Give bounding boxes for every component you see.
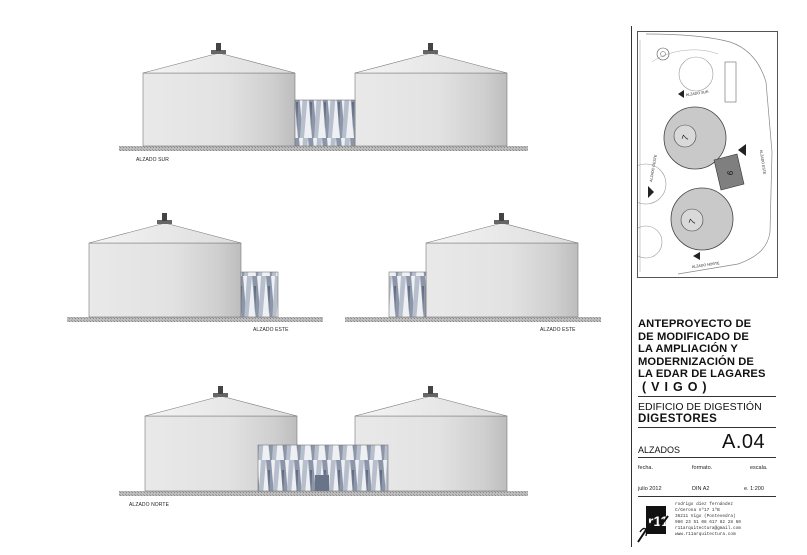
digester-tank <box>143 43 295 146</box>
building-number: 6 <box>725 170 736 176</box>
elevation-east-left <box>67 213 323 322</box>
sheet-title: ALZADOS <box>638 445 681 455</box>
divider <box>638 496 776 497</box>
project-city: (VIGO) <box>642 379 712 394</box>
divider <box>638 457 776 458</box>
divider <box>638 396 776 397</box>
title-block <box>631 26 782 547</box>
ground-line <box>119 491 528 496</box>
elevation-south <box>119 43 528 151</box>
digester-tank <box>89 213 241 317</box>
subject-line: EDIFICIO DE DIGESTIÓN <box>638 401 762 413</box>
escala-label: escala. <box>750 465 768 471</box>
divider <box>638 427 776 428</box>
elevation-east-right <box>345 213 601 322</box>
formato-label: formato. <box>692 465 713 471</box>
digestion-building <box>241 272 278 317</box>
digester-tank <box>426 213 578 317</box>
fecha-label: fecha. <box>638 465 653 471</box>
project-title <box>638 318 778 394</box>
elevation-label-north: ALZADO NORTE <box>129 502 170 508</box>
ground-line <box>119 146 528 151</box>
site-label-west: ALZADO OESTE <box>649 154 658 183</box>
digestion-building <box>295 100 355 146</box>
elevation-label-east-left: ALZADO ESTE <box>253 327 289 333</box>
ground-line <box>345 317 601 322</box>
site-label-north: ALZADO NORTE <box>691 261 720 269</box>
studio-logo <box>636 502 670 544</box>
address-line: 36211 Vigo (Pontevedra) <box>675 514 736 519</box>
project-line: DE MODIFICADO DE <box>638 330 749 343</box>
elevation-label-east-right: ALZADO ESTE <box>540 327 576 333</box>
site-label-south: ALZADO SUR <box>685 89 709 97</box>
address-line: C/Gerona nº17 1ºB <box>675 508 720 513</box>
site-label-east: ALZADO ESTE <box>759 149 767 175</box>
elevation-label-south: ALZADO SUR <box>136 157 169 163</box>
address-line: rodrigo díez fernández <box>675 502 733 507</box>
tank-number: 7 <box>679 133 691 142</box>
address-line: 986 23 51 08 617 82 28 60 <box>675 520 741 525</box>
formato-value: DIN A2 <box>692 486 710 492</box>
building-door <box>315 475 329 491</box>
ground-line <box>67 317 323 322</box>
elevation-north <box>119 386 528 496</box>
drawing-subject <box>638 402 778 425</box>
subject-line: DIGESTORES <box>638 412 718 425</box>
site-plan <box>637 31 778 278</box>
tank-number: 7 <box>686 217 698 226</box>
svg-text:r11: r11 <box>648 513 669 529</box>
escala-value: e. 1:200 <box>744 486 764 492</box>
project-line: MODERNIZACIÓN DE <box>638 355 754 368</box>
project-line: ANTEPROYECTO DE <box>638 318 752 330</box>
author-address <box>675 502 741 538</box>
address-line: www.r11arquitectura.com <box>675 532 736 537</box>
fecha-value: julio 2012 <box>638 486 662 492</box>
digester-tank <box>355 43 507 146</box>
project-line: LA EDAR DE LAGARES <box>638 368 766 381</box>
address-line: r11arquitectura@gmail.com <box>675 526 741 531</box>
project-line: LA AMPLIACIÓN Y <box>638 343 738 356</box>
digestion-building <box>389 272 426 317</box>
sheet-code: A.04 <box>722 431 766 453</box>
site-plan-drawing <box>638 32 777 277</box>
